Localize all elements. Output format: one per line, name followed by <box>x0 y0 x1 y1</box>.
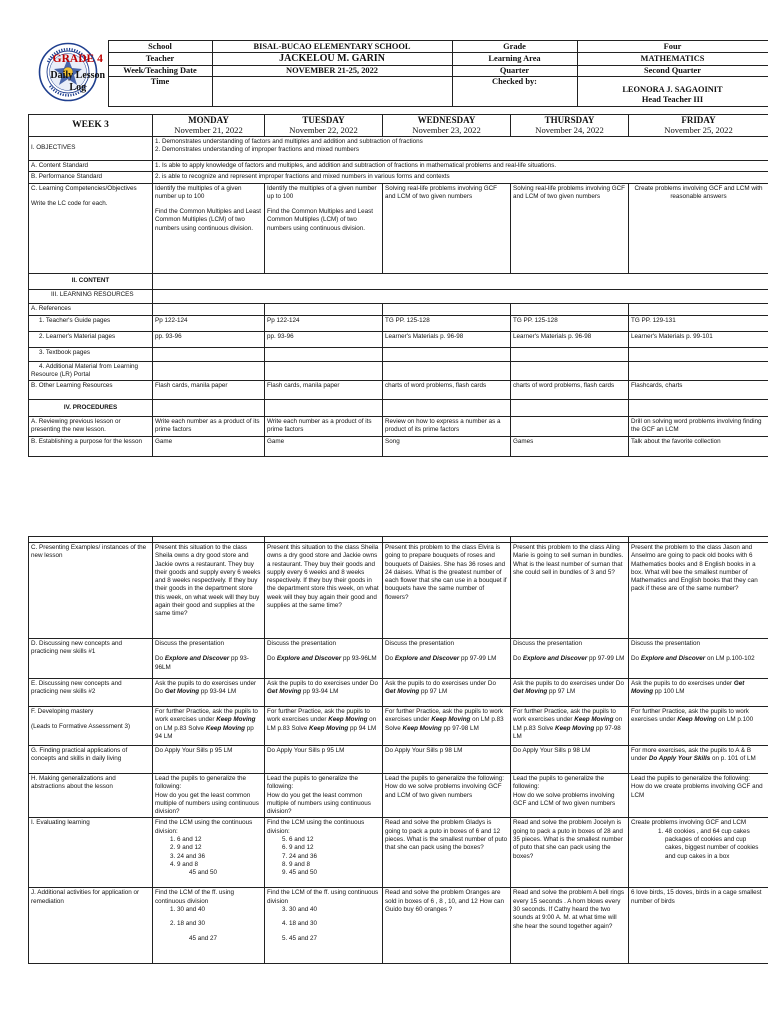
checked-by-label: Checked by: <box>452 76 577 106</box>
discuss-text: Discuss the presentation <box>513 640 582 647</box>
content-standard-text: 1. Is able to apply knowledge of factors and multiples, and addition and subtraction of fractions in mathematical problems and real-life situations. <box>153 161 768 172</box>
purpose-row <box>29 436 768 456</box>
day-date: November 25, 2022 <box>664 124 733 135</box>
activity-item: 2. 18 and 30 <box>177 920 262 928</box>
day-name: TUESDAY <box>302 115 345 126</box>
mastery-text: on LM p.83 Solve <box>155 724 206 732</box>
discuss2-pre: Ask the pupils to do exercises under <box>631 680 734 687</box>
discuss-text: Discuss the presentation <box>267 640 336 647</box>
mastery-text: pp 97-98 LM <box>441 724 479 732</box>
mastery-emph: Keep Moving <box>677 716 717 724</box>
evaluating-item: 3. 24 and 36 <box>177 853 262 861</box>
purpose-label: B. Establishing a purpose for the lesson <box>29 436 153 456</box>
activity-text: Find the LCM of the ff. using continuous division <box>155 889 234 905</box>
discuss-emph: Explore and Discover <box>640 655 706 663</box>
applications-emph: Do Apply Your Skills <box>648 755 711 763</box>
lm-pages: Learner's Materials p. 99-101 <box>629 331 768 347</box>
checker-title: Head Teacher III <box>641 95 704 105</box>
evaluating-text: Find the LCM using the continuous division: <box>155 819 253 835</box>
references-row <box>29 303 768 315</box>
other-resources: Flash cards, manila paper <box>153 381 265 400</box>
discuss-pre: Do <box>513 655 523 663</box>
review-text: Review on how to express a number as a product of its prime factors <box>383 417 511 437</box>
tg-pages: Pp 122-124 <box>265 315 383 331</box>
tg-pages: TG PP. 129-131 <box>629 315 768 331</box>
lm-label: 2. Learner's Material pages <box>29 331 153 347</box>
applications-row <box>29 746 768 774</box>
additional-material-label: 4. Additional Material from Learning Resource (LR) Portal <box>29 361 153 381</box>
textbook-label: 3. Textbook pages <box>29 347 153 361</box>
discuss-pre: Do <box>267 655 277 663</box>
discuss2-emph: Get Moving <box>267 688 302 696</box>
discuss-text: Discuss the presentation <box>155 640 224 647</box>
discuss2-emph: Get Moving <box>385 688 420 696</box>
evaluating-item: 4. 9 and 8 <box>177 861 262 869</box>
other-resources: charts of word problems, flash cards <box>383 381 511 400</box>
time-value <box>212 76 452 106</box>
other-resources: Flashcards, charts <box>629 381 768 400</box>
mastery-text: pp 97-98 LM <box>513 724 621 740</box>
evaluating-label: I. Evaluating learning <box>29 818 153 888</box>
mastery-text: on LM p.83 Solve <box>385 716 504 732</box>
review-label: A. Reviewing previous lesson or presenting the new lesson. <box>29 417 153 437</box>
mastery-text: For further Practice, ask the pupils to work exercises under <box>155 708 258 724</box>
generalization-text: Lead the pupils to generalize the following: <box>267 775 359 791</box>
discuss1-label: D. Discussing new concepts and practicing new skills #1 <box>29 639 153 679</box>
objectives-text-2: 2. Demonstrates understanding of improper fractions and mixed numbers <box>155 146 360 154</box>
discuss2-pre: Ask the pupils to do exercises under Do <box>155 680 257 696</box>
header-table <box>28 40 768 107</box>
presenting-text: Present this problem to the class Elvira is going to prepare bouquets of roses and bouquets of Daisies. She has 36 roses and 24 daises. What is the greatest number of each flower that she can use in a bouquet if bouquets have the same number of flowers? <box>383 543 511 639</box>
tg-pages: TG PP. 125-128 <box>511 315 629 331</box>
other-resources-row <box>29 381 768 400</box>
mastery-text: pp 94 LM <box>348 724 377 732</box>
content-standard-label: A. Content Standard <box>29 161 153 172</box>
presenting-label: C. Presenting Examples/ instances of the new lesson <box>29 543 153 639</box>
additional-material-row <box>29 361 768 381</box>
learning-resources-label: III. LEARNING RESOURCES <box>29 289 153 303</box>
grade-label: Grade <box>452 41 577 53</box>
discuss2-post: pp 93-94 LM <box>199 688 237 696</box>
discuss2-row <box>29 679 768 707</box>
discuss2-emph: Get Moving <box>631 680 745 696</box>
generalization-question: How do we create problems involving GCF and LCM <box>631 783 763 799</box>
purpose-text: Game <box>265 436 383 456</box>
performance-standard-row <box>29 172 768 183</box>
discuss2-label: E. Discussing new concepts and practicing new skills #2 <box>29 679 153 707</box>
additional-activities-row <box>29 888 768 964</box>
mastery-emph: Keep Moving <box>555 724 595 732</box>
discuss2-pre: Ask the pupils to do exercises under Do <box>267 680 378 687</box>
day-name: WEDNESDAY <box>417 115 476 126</box>
mastery-text: For further Practice, ask the pupils to work exercises under <box>631 708 749 724</box>
generalization-question: How do you get the least common multiple of numbers using continuous division? <box>267 791 371 816</box>
teacher-value: JACKELOU M. GARIN <box>212 53 452 66</box>
mastery-emph: Keep Moving <box>328 716 368 724</box>
evaluating-text: Find the LCM using the continuous division: <box>267 819 365 835</box>
content-standard-row <box>29 161 768 172</box>
lesson-log-table-top <box>28 114 768 457</box>
day-name: THURSDAY <box>544 115 595 126</box>
discuss-emph: Explore and Discover <box>164 655 230 663</box>
lm-pages: pp. 93-96 <box>153 331 265 347</box>
objectives-row <box>29 137 768 161</box>
quarter-label: Quarter <box>452 65 577 76</box>
applications-text: Do Apply Your Sills p 95 LM <box>153 746 265 774</box>
review-text <box>511 417 629 437</box>
day-date: November 24, 2022 <box>535 124 604 135</box>
evaluating-item: 9. 45 and 50 <box>289 869 380 877</box>
grade-title: GRADE 4 <box>52 52 103 65</box>
learning-area-label: Learning Area <box>452 53 577 66</box>
presenting-text: Present the problem to the class Jason and Anselmo are going to pack old books with 6 Mathematics books and 8 English books in a box. What will bee the smallest number of Mathematics and English books that they can pack if these are of the same number? <box>629 543 768 639</box>
evaluating-item: 6. 9 and 12 <box>289 844 380 852</box>
competencies-sublabel: Write the LC code for each. <box>31 199 108 207</box>
procedures-label: IV. PROCEDURES <box>29 400 153 417</box>
evaluating-text: Create problems involving GCF and LCM <box>631 819 747 827</box>
applications-pre: For more exercises, ask the pupils to A & B under <box>631 747 752 763</box>
other-resources-label: B. Other Learning Resources <box>29 381 153 400</box>
evaluating-item: 7. 24 and 36 <box>289 853 380 861</box>
day-name: MONDAY <box>188 115 229 126</box>
mastery-label: F. Developing mastery <box>31 708 94 715</box>
checker-name: LEONORA J. SAGAOINIT <box>622 85 723 95</box>
review-row <box>29 417 768 437</box>
presenting-text: Present this problem to the class Aling Marie is going to sell suman in bundles. What is the least number of suman that she could sell in bundles of 3 and 5? <box>511 543 629 639</box>
applications-label: G. Finding practical applications of concepts and skills in daily living <box>29 746 153 774</box>
discuss-post: pp 93-96LM <box>155 655 249 671</box>
lesson-log-table-bottom <box>28 536 768 964</box>
discuss-post: on LM p.100-102 <box>705 655 755 663</box>
competency-text: Identify the multiples of a given number up to 100 <box>155 184 242 200</box>
generalization-text: Lead the pupils to generalize the following: <box>155 775 247 791</box>
applications-text: Do Apply Your Sills p 98 LM <box>511 746 629 774</box>
mastery-text: For further Practice, ask the pupils to work exercises under <box>267 708 370 724</box>
activity-item: 4. 18 and 30 <box>289 920 380 928</box>
competency-text: Identify the multiples of a given number up to 100 <box>267 184 377 200</box>
discuss1-row <box>29 639 768 679</box>
purpose-text: Talk about the favorite collection <box>629 436 768 456</box>
generalization-question: How do you get the least common multiple of numbers using continuous division? <box>155 791 259 816</box>
applications-post: on p. 101 of LM <box>710 755 756 763</box>
objectives-label: I. OBJECTIVES <box>29 137 153 161</box>
presenting-text: Present this situation to the class Sheila owns a dry good store and Jackie owns a restaurant. They buy their goods and supply every 6 weeks and 8 weeks respectively. If they buy their goods in the department store this week, on what week will they buy again their good and supplies at the same time? <box>153 543 265 639</box>
evaluating-item: 8. 9 and 8 <box>289 861 380 869</box>
discuss2-post: pp 97 LM <box>547 688 576 696</box>
evaluating-text: Read and solve the problem Jocelyn is going to pack a puto in boxes of 28 and 35 pieces. What is the smallest number of puto that she can pack using the boxes? <box>511 818 629 888</box>
discuss2-pre: Ask the pupils to do exercises under Do <box>513 680 624 687</box>
discuss-post: pp 93-96LM <box>341 655 377 663</box>
objectives-text-1: 1. Demonstrates understanding of factors and multiples and addition and subtraction of fractions <box>155 138 423 145</box>
discuss-post: pp 97-99 LM <box>459 655 497 663</box>
discuss2-post: pp 100 LM <box>653 688 685 696</box>
day-date: November 22, 2022 <box>289 124 358 135</box>
mastery-emph: Keep Moving <box>309 724 349 732</box>
mastery-emph: Keep Moving <box>431 716 471 724</box>
purpose-text: Games <box>511 436 629 456</box>
discuss-text: Discuss the presentation <box>385 640 454 647</box>
discuss-emph: Explore and Discover <box>522 655 588 663</box>
evaluating-item: 2. 9 and 12 <box>177 844 262 852</box>
evaluating-item: 45 and 50 <box>189 869 218 877</box>
discuss2-post: pp 93-94 LM <box>301 688 339 696</box>
activity-text: Read and solve the problem Oranges are sold in boxes of 6 , 8 , 10, and 12 How can Guido buy 60 oranges ? <box>383 888 511 964</box>
competency-text: Find the Common Multiples and Least Common Multiples (LCM) of two numbers using continuous division. <box>267 208 374 232</box>
discuss-post: pp 97-99 LM <box>587 655 625 663</box>
school-label: School <box>108 41 212 53</box>
review-text: Write each number as a product of its prime factors <box>265 417 383 437</box>
other-resources: charts of word problems, flash cards <box>511 381 629 400</box>
mastery-text: For further Practice, ask the pupils to work exercises under <box>385 708 503 724</box>
week-label: WEEK 3 <box>29 115 153 137</box>
generalization-text: Lead the pupils to generalize the following: <box>631 775 751 782</box>
additional-activities-label: J. Additional activities for application or remediation <box>29 888 153 964</box>
content-row <box>29 273 768 289</box>
day-date: November 21, 2022 <box>174 124 243 135</box>
discuss2-post: pp 97 LM <box>419 688 448 696</box>
competencies-label: C. Learning Competencies/Objectives <box>31 184 137 192</box>
mastery-emph: Keep Moving <box>205 724 245 732</box>
tg-pages: Pp 122-124 <box>153 315 265 331</box>
activity-text: 6 love birds, 15 doves, birds in a cage smallest number of birds <box>629 888 768 964</box>
procedures-row <box>29 400 768 417</box>
purpose-text: Song <box>383 436 511 456</box>
quarter-value: Second Quarter <box>577 65 768 76</box>
generalization-question: How do we solve problems involving GCF and LCM of two given numbers <box>513 791 616 807</box>
presenting-row <box>29 543 768 639</box>
lm-pages: pp. 93-96 <box>265 331 383 347</box>
competency-text: Create problems involving GCF and LCM with reasonable answers <box>629 183 768 273</box>
activity-text: Find the LCM of the ff. using continuous division <box>267 889 379 905</box>
teachers-guide-row <box>29 315 768 331</box>
lm-pages: Learner's Materials p. 96-98 <box>511 331 629 347</box>
grade-value: Four <box>577 41 768 53</box>
discuss-emph: Explore and Discover <box>276 655 342 663</box>
log-title: Daily Lesson Log <box>50 70 106 94</box>
activity-text: Read and solve the problem A bell rings every 15 seconds . A horn blows every 30 seconds. If Cathy heard the two sounds at 9:00 A. M. at what time will she hear the sound together again? <box>511 888 629 964</box>
mastery-emph: Keep Moving <box>574 716 614 724</box>
day-header-row <box>29 115 768 137</box>
activity-item: 1. 30 and 40 <box>177 906 262 914</box>
discuss-pre: Do <box>385 655 395 663</box>
learning-resources-row <box>29 289 768 303</box>
evaluating-item: 1. 6 and 12 <box>177 836 262 844</box>
time-label: Time <box>108 76 212 106</box>
evaluating-row <box>29 818 768 888</box>
activity-item: 45 and 27 <box>189 934 218 942</box>
discuss2-emph: Get Moving <box>513 688 548 696</box>
applications-text: Do Apply Your Sills p 95 LM <box>265 746 383 774</box>
week-date-value: NOVEMBER 21-25, 2022 <box>212 65 452 76</box>
mastery-text: on LM p.83 Solve <box>513 716 623 732</box>
discuss2-pre: Ask the pupils to do exercises under Do <box>385 680 496 687</box>
other-resources: Flash cards, manila paper <box>265 381 383 400</box>
competency-text: Solving real-life problems involving GCF and LCM of two given numbers <box>383 183 511 273</box>
review-text: Drill on solving word problems involving finding the GCF an LCM <box>629 417 768 437</box>
review-text: Write each number as a product of its prime factors <box>153 417 265 437</box>
textbook-row <box>29 347 768 361</box>
competency-text: Solving real-life problems involving GCF and LCM of two given numbers <box>511 183 629 273</box>
tg-pages: TG PP. 125-128 <box>383 315 511 331</box>
activity-item: 5. 45 and 27 <box>289 935 380 943</box>
mastery-text: on LM p.83 Solve <box>267 716 377 732</box>
mastery-emph: Keep Moving <box>216 716 256 724</box>
mastery-row <box>29 707 768 746</box>
mastery-emph: Keep Moving <box>402 724 442 732</box>
performance-standard-label: B. Performance Standard <box>29 172 153 183</box>
purpose-text: Game <box>153 436 265 456</box>
week-date-label: Week/Teaching Date <box>108 65 212 76</box>
day-date: November 23, 2022 <box>412 124 481 135</box>
learning-area-value: MATHEMATICS <box>577 53 768 66</box>
evaluating-text: Read and solve the problem Gladys is going to pack a puto in boxes of 6 and 12 pieces. What is the smallest number of puto that she can pack using the boxes? <box>383 818 511 888</box>
mastery-text: pp 94 LM <box>155 724 254 740</box>
generalization-row <box>29 774 768 818</box>
teacher-label: Teacher <box>108 53 212 66</box>
generalization-question: How do we solve problems involving GCF and LCM of two given numbers <box>385 783 502 799</box>
references-label: A. References <box>29 303 153 315</box>
competency-text: Find the Common Multiples and Least Common Multiples (LCM) of two numbers using continuous division. <box>155 208 262 232</box>
lm-pages: Learner's Materials p. 96-98 <box>383 331 511 347</box>
presenting-text: Present this situation to the class Sheila owns a dry good store and Jackie owns a restaurant. They buy their goods and supply every 6 weeks and 8 weeks respectively. If they buy their goods in the department store this week, on what week will they buy again their good and supplies at the same time? <box>265 543 383 639</box>
evaluating-item: 5. 6 and 12 <box>289 836 380 844</box>
generalization-text: Lead the pupils to generalize the following: <box>513 775 605 791</box>
tg-label: 1. Teacher's Guide pages <box>29 315 153 331</box>
applications-text: Do Apply Your Sills p 98 LM <box>383 746 511 774</box>
school-value: BISAL-BUCAO ELEMENTARY SCHOOL <box>212 41 452 53</box>
content-label: II. CONTENT <box>29 273 153 289</box>
evaluating-item: 1. 48 cookies , and 64 cup cakes packages of cookies and cup cakes, biggest number of cookies and cup cakes in a box <box>665 828 766 861</box>
performance-standard-text: 2. is able to recognize and represent improper fractions and mixed numbers in various forms and contexts <box>153 172 768 183</box>
competencies-row <box>29 183 768 273</box>
day-name: FRIDAY <box>681 115 716 126</box>
mastery-text: on LM p.100 <box>716 716 754 724</box>
discuss-pre: Do <box>155 655 165 663</box>
mastery-text: For further Practice, ask the pupils to work exercises under <box>513 708 616 724</box>
generalization-label: H. Making generalizations and abstractions about the lesson <box>29 774 153 818</box>
generalization-text: Lead the pupils to generalize the following: <box>385 775 505 782</box>
discuss-emph: Explore and Discover <box>394 655 460 663</box>
discuss-pre: Do <box>631 655 641 663</box>
discuss2-emph: Get Moving <box>164 688 200 696</box>
learners-material-row <box>29 331 768 347</box>
activity-item: 3. 30 and 40 <box>289 906 380 914</box>
mastery-sublabel: (Leads to Formative Assessment 3) <box>31 723 131 731</box>
discuss-text: Discuss the presentation <box>631 640 700 647</box>
